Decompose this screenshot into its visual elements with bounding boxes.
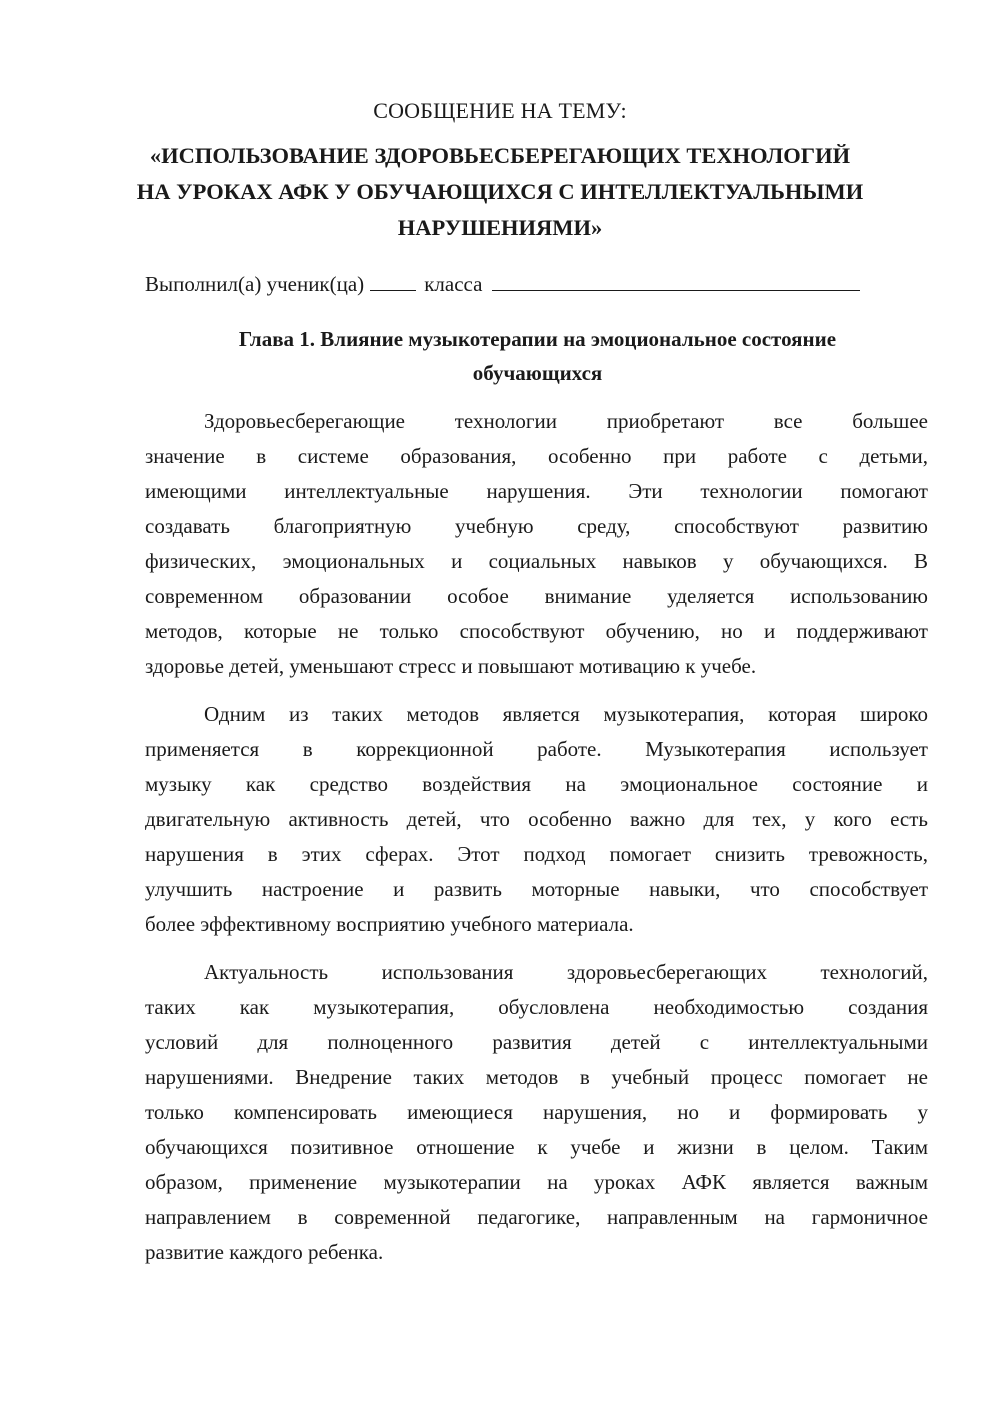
paragraph-line: применяется в коррекционной работе. Музыкотерапия использует — [145, 737, 928, 761]
document-heading: СООБЩЕНИЕ НА ТЕМУ: — [373, 98, 627, 123]
chapter-line: обучающихся — [472, 361, 603, 385]
paragraph-line: только компенсировать имеющиеся нарушения, но и формировать у — [145, 1100, 928, 1124]
paragraph-line: развитие каждого ребенка. — [145, 1240, 384, 1264]
document-title — [70, 138, 930, 246]
paragraph-line: Актуальность использования здоровьесберегающих технологий, — [204, 960, 928, 984]
paragraph-line: здоровье детей, уменьшают стресс и повышают мотивацию к учебе. — [145, 654, 757, 678]
title-line: «ИСПОЛЬЗОВАНИЕ ЗДОРОВЬЕСБЕРЕГАЮЩИХ ТЕХНОЛОГИЙ — [149, 143, 851, 168]
paragraph-line: физических, эмоциональных и социальных навыков у обучающихся. В — [145, 549, 928, 573]
paragraph-line: музыку как средство воздействия на эмоциональное состояние и — [145, 772, 928, 796]
paragraph-line: улучшить настроение и развить моторные навыки, что способствует — [145, 877, 928, 901]
paragraph-line: обучающихся позитивное отношение к учебе и жизни в целом. Таким — [145, 1135, 928, 1159]
paragraph-line: двигательную активность детей, что особенно важно для тех, у кого есть — [145, 807, 928, 831]
paragraph-line: имеющими интеллектуальные нарушения. Эти технологии помогают — [145, 479, 928, 503]
paragraph-line: методов, которые не только способствуют обучению, но и поддерживают — [145, 619, 928, 643]
performer-line — [145, 268, 935, 300]
paragraph-line: направлением в современной педагогике, направленным на гармоничное — [145, 1205, 928, 1229]
paragraph-line: нарушениями. Внедрение таких методов в учебный процесс помогает не — [145, 1065, 928, 1089]
paragraph-line: более эффективному восприятию учебного материала. — [145, 912, 634, 936]
paragraph — [145, 955, 928, 1270]
paragraph-line: современном образовании особое внимание уделяется использованию — [145, 584, 928, 608]
paragraph-line: Одним из таких методов является музыкотерапия, которая широко — [204, 702, 928, 726]
paragraph — [145, 697, 928, 942]
title-line: НА УРОКАХ АФК У ОБУЧАЮЩИХСЯ С ИНТЕЛЛЕКТУАЛЬНЫМИ — [136, 179, 864, 204]
class-label: класса — [424, 272, 483, 296]
paragraph-line: образом, применение музыкотерапии на уроках АФК является важным — [145, 1170, 928, 1194]
paragraph — [145, 404, 928, 684]
performer-label: Выполнил(а) ученик(ца) — [145, 272, 365, 296]
class-name-blank — [492, 268, 860, 291]
paragraph-line: таких как музыкотерапия, обусловлена необходимостью создания — [145, 995, 928, 1019]
grade-blank — [370, 268, 416, 291]
paragraph-line: условий для полноценного развития детей с интеллектуальными — [145, 1030, 928, 1054]
paragraph-line: значение в системе образования, особенно при работе с детьми, — [145, 444, 928, 468]
title-line: НАРУШЕНИЯМИ» — [397, 215, 603, 240]
chapter-line: Глава 1. Влияние музыкотерапии на эмоциональное состояние — [238, 327, 837, 351]
paragraph-line: создавать благоприятную учебную среду, способствуют развитию — [145, 514, 928, 538]
chapter-heading — [145, 322, 930, 390]
paragraph-line: нарушения в этих сферах. Этот подход помогает снизить тревожность, — [145, 842, 928, 866]
paragraph-line: Здоровьесберегающие технологии приобретают все большее — [204, 409, 928, 433]
